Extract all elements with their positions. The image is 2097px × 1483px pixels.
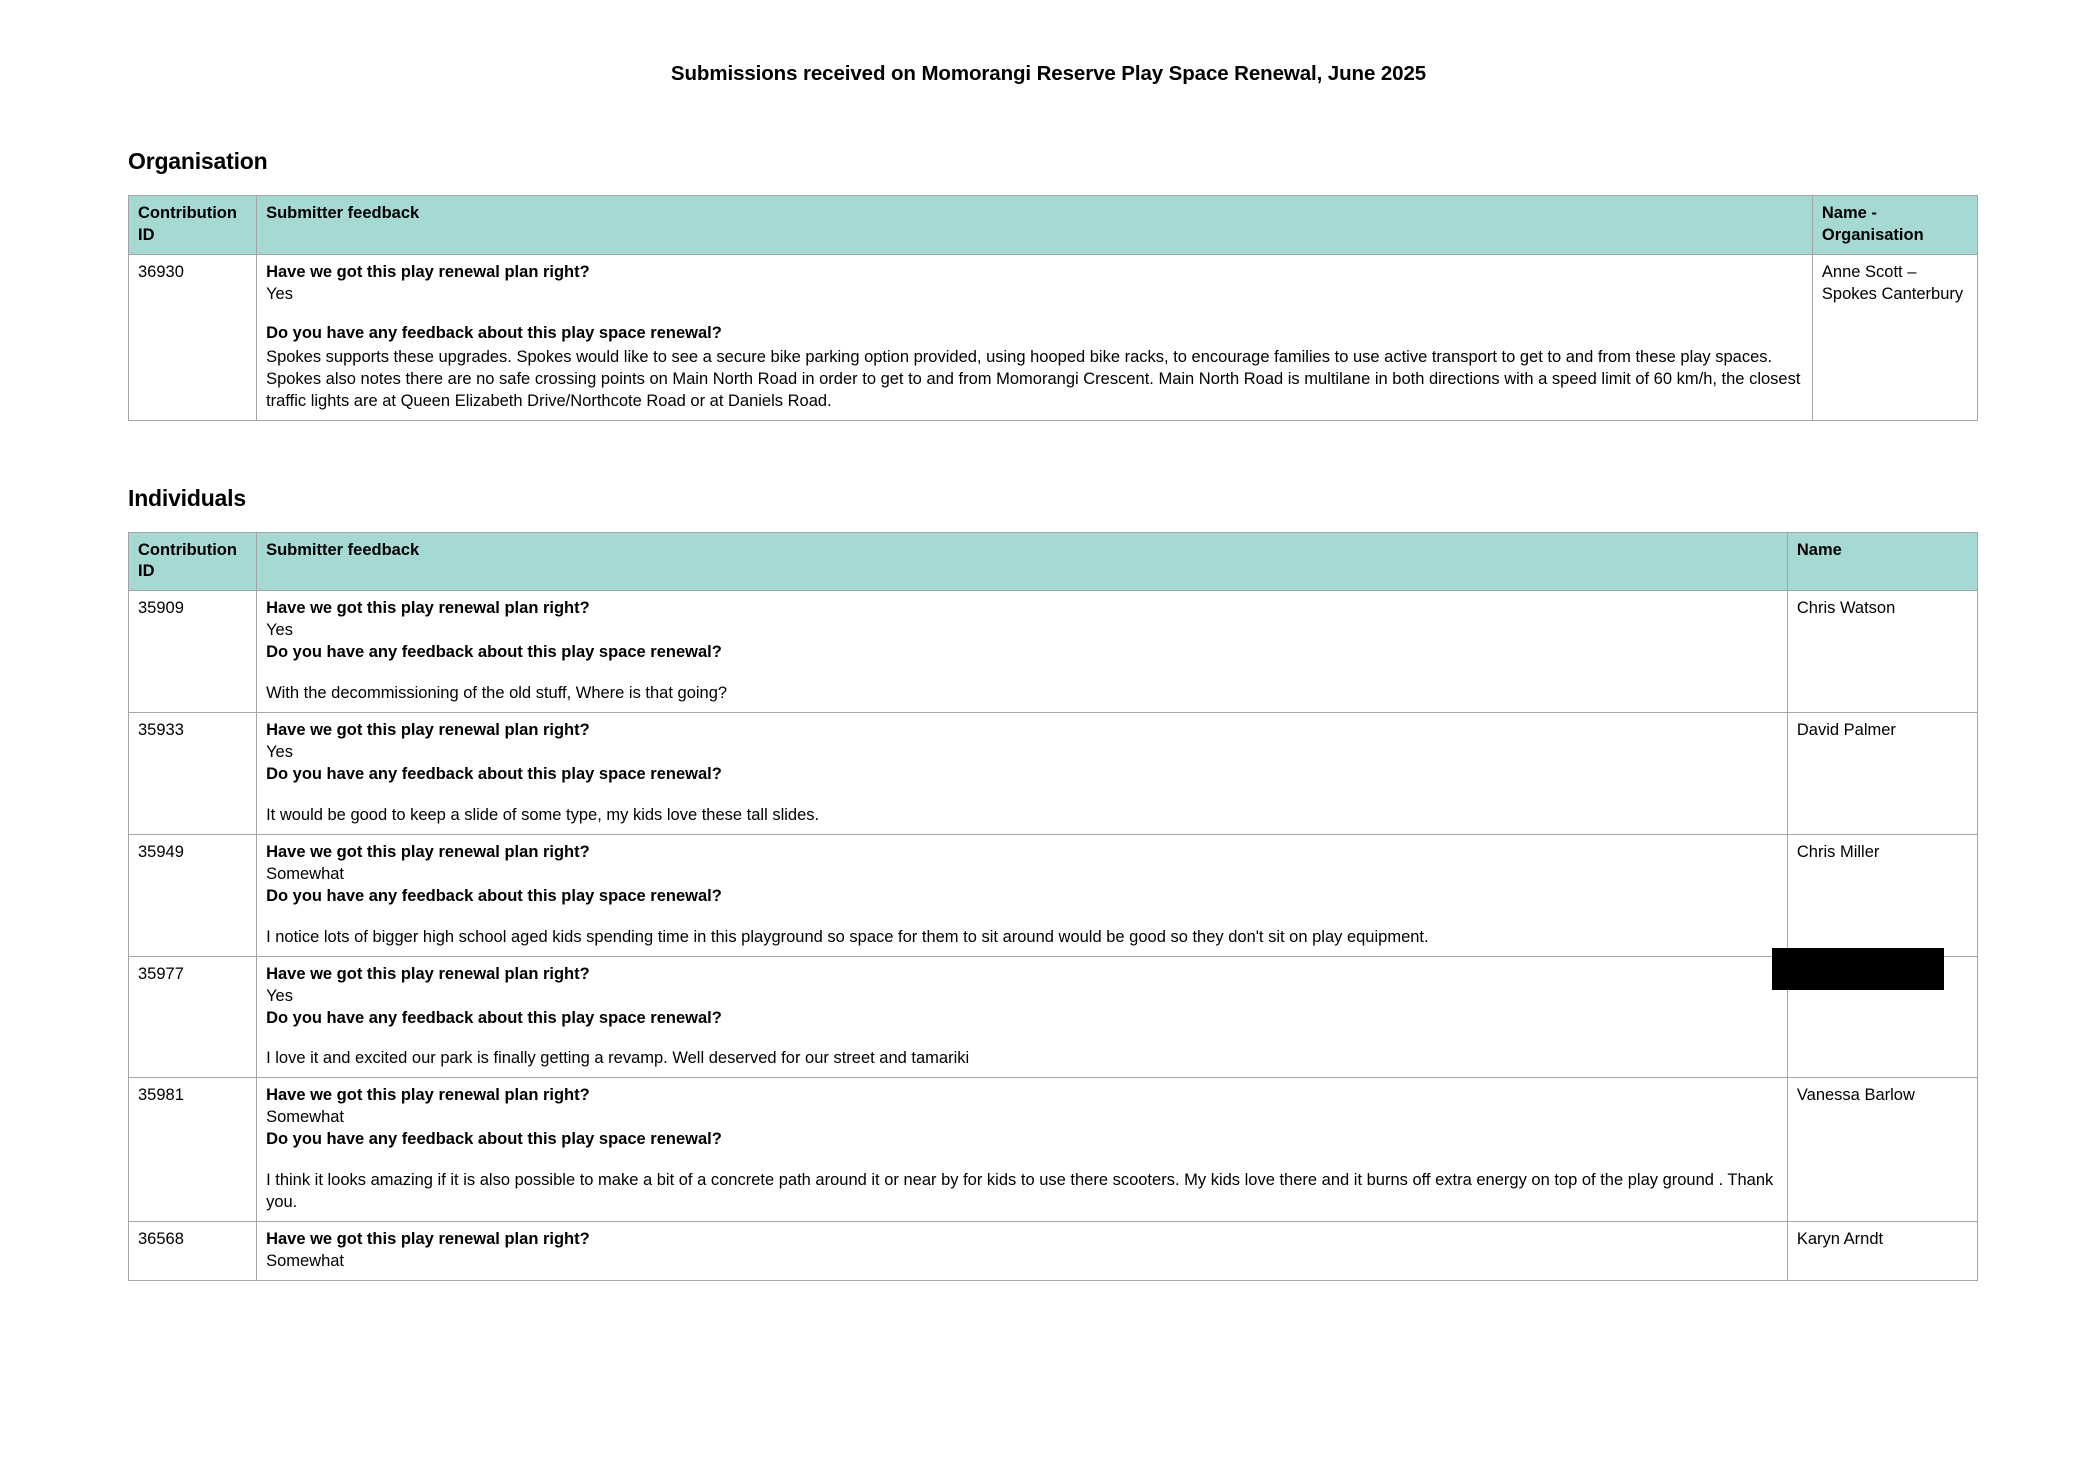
answer-feedback: It would be good to keep a slide of some type, my kids love these tall slides.: [266, 805, 820, 824]
question-feedback: Do you have any feedback about this play space renewal?: [266, 886, 722, 905]
cell-submitter-name-redacted: [1787, 956, 1977, 1078]
question-feedback: Do you have any feedback about this play space renewal?: [266, 323, 722, 342]
organisation-submissions-table: [128, 195, 1978, 421]
paragraph-spacer: [266, 1151, 1778, 1168]
cell-submitter-feedback: [257, 713, 1788, 835]
answer-plan-right: Somewhat: [266, 1108, 345, 1127]
cell-submitter-feedback: [257, 834, 1788, 956]
question-feedback: Do you have any feedback about this play space renewal?: [266, 765, 722, 783]
question-feedback: Do you have any feedback about this play space renewal?: [266, 643, 722, 662]
column-header-name: Name: [1787, 532, 1977, 591]
question-plan-right: Have we got this play renewal plan right?: [266, 262, 590, 281]
table-row: [129, 1222, 1978, 1281]
answer-feedback: I love it and excited our park is finally getting a revamp. Well deserved for our street and tamariki: [266, 1049, 970, 1068]
paragraph-spacer: [266, 664, 1778, 681]
paragraph-spacer: [266, 908, 1778, 925]
cell-submitter-feedback: [257, 956, 1788, 1078]
document-title: Submissions received on Momorangi Reserve Play Space Renewal, June 2025: [670, 62, 1427, 85]
cell-submitter-name: David Palmer: [1787, 713, 1977, 835]
column-header-submitter-feedback: Submitter feedback: [257, 196, 1813, 255]
cell-contribution-id: 35981: [129, 1078, 257, 1222]
answer-plan-right: Somewhat: [266, 1252, 345, 1270]
column-header-contribution-id: Contribution ID: [129, 532, 257, 591]
section-heading-organisation: Organisation: [128, 148, 268, 174]
redaction-bar: [1772, 948, 1944, 990]
answer-feedback: I think it looks amazing if it is also possible to make a bit of a concrete path around it or near by for kids to use there scooters. My kids love there and it burns off extra energy on top of the play ground . Thank you.: [266, 1171, 1774, 1212]
cell-submitter-name: Karyn Arndt: [1787, 1222, 1977, 1281]
table-header-row: [129, 196, 1978, 255]
cell-contribution-id: 35977: [129, 956, 257, 1078]
cell-contribution-id: 35933: [129, 713, 257, 835]
cell-contribution-id: 35909: [129, 591, 257, 713]
question-plan-right: Have we got this play renewal plan right?: [266, 964, 590, 983]
cell-submitter-name: Chris Miller: [1787, 834, 1977, 956]
paragraph-spacer: [266, 786, 1778, 803]
question-plan-right: Have we got this play renewal plan right?: [266, 1086, 590, 1105]
cell-contribution-id: 35949: [129, 834, 257, 956]
cell-submitter-name: Anne Scott – Spokes Canterbury: [1812, 254, 1977, 420]
answer-plan-right: Yes: [266, 284, 293, 303]
cell-submitter-name: Chris Watson: [1787, 591, 1977, 713]
paragraph-spacer: [266, 1029, 1778, 1046]
question-plan-right: Have we got this play renewal plan right?: [266, 1230, 590, 1249]
answer-plan-right: Yes: [266, 743, 293, 762]
answer-feedback: I notice lots of bigger high school aged kids spending time in this playground so space for them to sit around would be good so they don't sit on play equipment.: [266, 927, 1429, 946]
question-plan-right: Have we got this play renewal plan right?: [266, 842, 590, 861]
answer-plan-right: Yes: [266, 986, 293, 1005]
answer-feedback: Spokes supports these upgrades. Spokes would like to see a secure bike parking option provided, using hooped bike racks, to encourage families to use active transport to get to and from these play spaces. Spokes also notes there are no safe crossing points on Main North Road in order to get to and from Momorangi Crescent. Main North Road is multilane in both directions with a speed limit of 60 km/h, the closest traffic lights are at Queen Elizabeth Drive/Northcote Road or at Daniels Road.: [266, 347, 1801, 410]
paragraph-spacer: [266, 306, 1803, 323]
individuals-section: [0, 421, 2097, 1281]
table-row: [129, 834, 1978, 956]
column-header-submitter-feedback: Submitter feedback: [257, 532, 1788, 591]
cell-contribution-id: 36930: [129, 254, 257, 420]
cell-submitter-feedback: [257, 1222, 1788, 1281]
column-header-name-organisation: Name - Organisation: [1812, 196, 1977, 255]
cell-submitter-name: Vanessa Barlow: [1787, 1078, 1977, 1222]
column-header-contribution-id: Contribution ID: [129, 196, 257, 255]
table-row: [129, 591, 1978, 713]
cell-contribution-id: 36568: [129, 1222, 257, 1281]
question-plan-right: Have we got this play renewal plan right?: [266, 599, 590, 618]
table-row: [129, 713, 1978, 835]
answer-feedback: With the decommissioning of the old stuff, Where is that going?: [266, 684, 728, 703]
question-feedback: Do you have any feedback about this play space renewal?: [266, 1130, 722, 1149]
cell-submitter-feedback: [257, 1078, 1788, 1222]
cell-submitter-feedback: [257, 591, 1788, 713]
table-row: [129, 1078, 1978, 1222]
table-header-row: [129, 532, 1978, 591]
table-row: [129, 254, 1978, 420]
question-plan-right: Have we got this play renewal plan right?: [266, 721, 590, 740]
cell-submitter-feedback: [257, 254, 1813, 420]
organisation-section: [0, 86, 2097, 421]
section-heading-individuals: Individuals: [128, 484, 246, 511]
individuals-submissions-table: [128, 532, 1978, 1281]
answer-plan-right: Yes: [266, 621, 293, 640]
answer-plan-right: Somewhat: [266, 864, 345, 883]
question-feedback: Do you have any feedback about this play space renewal?: [266, 1008, 722, 1027]
table-row: [129, 956, 1978, 1078]
